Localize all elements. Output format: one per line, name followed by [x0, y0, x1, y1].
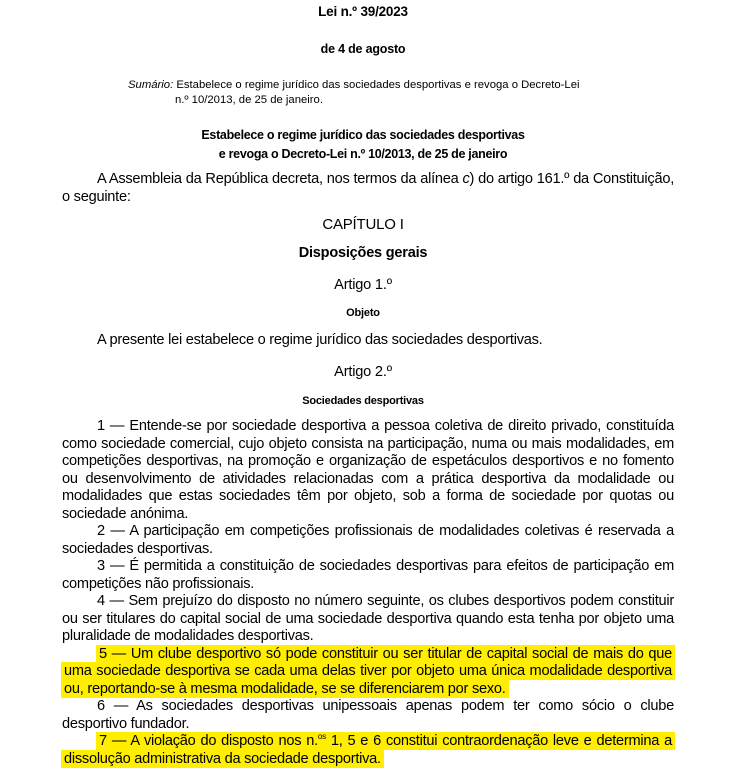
- paragraph-1: [62, 418, 674, 523]
- paragraph-2: [62, 523, 674, 558]
- law-title: Lei n.º 39/2023: [318, 4, 408, 19]
- preamble-text-b: ) do artigo 161.º da Constituição, o seguinte:: [62, 171, 675, 205]
- paragraph-3-text: 3 — É permitida a constituição de sociedades desportivas para efeitos de participação em competições não profissionais.: [62, 558, 674, 592]
- article-1-text: A presente lei estabelece o regime jurídico das sociedades desportivas.: [97, 332, 543, 348]
- paragraph-4-text: 4 — Sem prejuízo do disposto no número seguinte, os clubes desportivos podem constituir ou ser titulares do capital social de uma sociedade desportiva quando esta tenha por objeto uma pluralidade de modalidades desportivas.: [62, 593, 674, 644]
- chapter-title: Disposições gerais: [298, 245, 428, 261]
- article-2-paragraphs: [62, 418, 674, 768]
- preamble: [62, 171, 674, 206]
- paragraph-6: [62, 698, 674, 733]
- paragraph-7-text-b: 1, 5 e 6 constitui contraordenação leve e determina a dissolução administrativa da sociedade desportiva.: [64, 733, 672, 767]
- paragraph-7-text-a: 7 — A violação do disposto nos n.: [99, 733, 318, 749]
- paragraph-3: [62, 558, 674, 593]
- paragraph-6-text: 6 — As sociedades desportivas unipessoais apenas podem ter como sócio o clube desportivo fundador.: [62, 698, 674, 732]
- subtitle-line-2: e revoga o Decreto-Lei n.º 10/2013, de 25 de janeiro: [218, 147, 508, 161]
- law-subtitle: [0, 126, 726, 164]
- summary-label: Sumário:: [128, 79, 174, 91]
- paragraph-7-superscript: os: [317, 732, 326, 741]
- subtitle-line-1: Estabelece o regime jurídico das sociedades desportivas: [201, 128, 525, 142]
- article-2-title: Sociedades desportivas: [302, 395, 424, 407]
- paragraph-5-highlighted-text: 5 — Um clube desportivo só pode constituir ou ser titular de capital social de mais do que uma sociedade desportiva se cada uma delas tiver por objeto uma única modalidade desportiva ou, reportando-se à mesma modalidade, se se diferenciarem por sexo.: [64, 645, 672, 697]
- article-1-number: Artigo 1.º: [334, 277, 392, 293]
- paragraph-4: [62, 593, 674, 646]
- summary-line-2: n.º 10/2013, de 25 de janeiro.: [175, 94, 323, 106]
- chapter-heading: CAPÍTULO I: [322, 216, 404, 233]
- paragraph-2-text: 2 — A participação em competições profissionais de modalidades coletivas é reservada a sociedades desportivas.: [62, 523, 674, 557]
- preamble-text-a: A Assembleia da República decreta, nos termos da alínea: [97, 171, 463, 187]
- article-2-number: Artigo 2.º: [334, 364, 392, 380]
- article-1-title: Objeto: [346, 307, 380, 319]
- paragraph-1-text: 1 — Entende-se por sociedade desportiva a pessoa coletiva de direito privado, constituída como sociedade comercial, cujo objeto consista na participação, numa ou mais modalidades, em competições desportivas, na promoção e organização de espetáculos desportivos e no fomento ou desenvolvimento de atividades relacionadas com a prática desportiva da modalidade ou modalidades que estas sociedades têm por objeto, sob a forma de sociedade por quotas ou sociedade anónima.: [62, 418, 674, 522]
- law-date: de 4 de agosto: [320, 42, 406, 56]
- summary: [128, 78, 614, 108]
- preamble-italic: c: [462, 171, 470, 187]
- summary-line-1: Estabelece o regime jurídico das sociedades desportivas e revoga o Decreto-Lei: [176, 79, 580, 91]
- paragraph-7-highlighted-text: [62, 733, 674, 767]
- paragraph-5: [62, 646, 674, 699]
